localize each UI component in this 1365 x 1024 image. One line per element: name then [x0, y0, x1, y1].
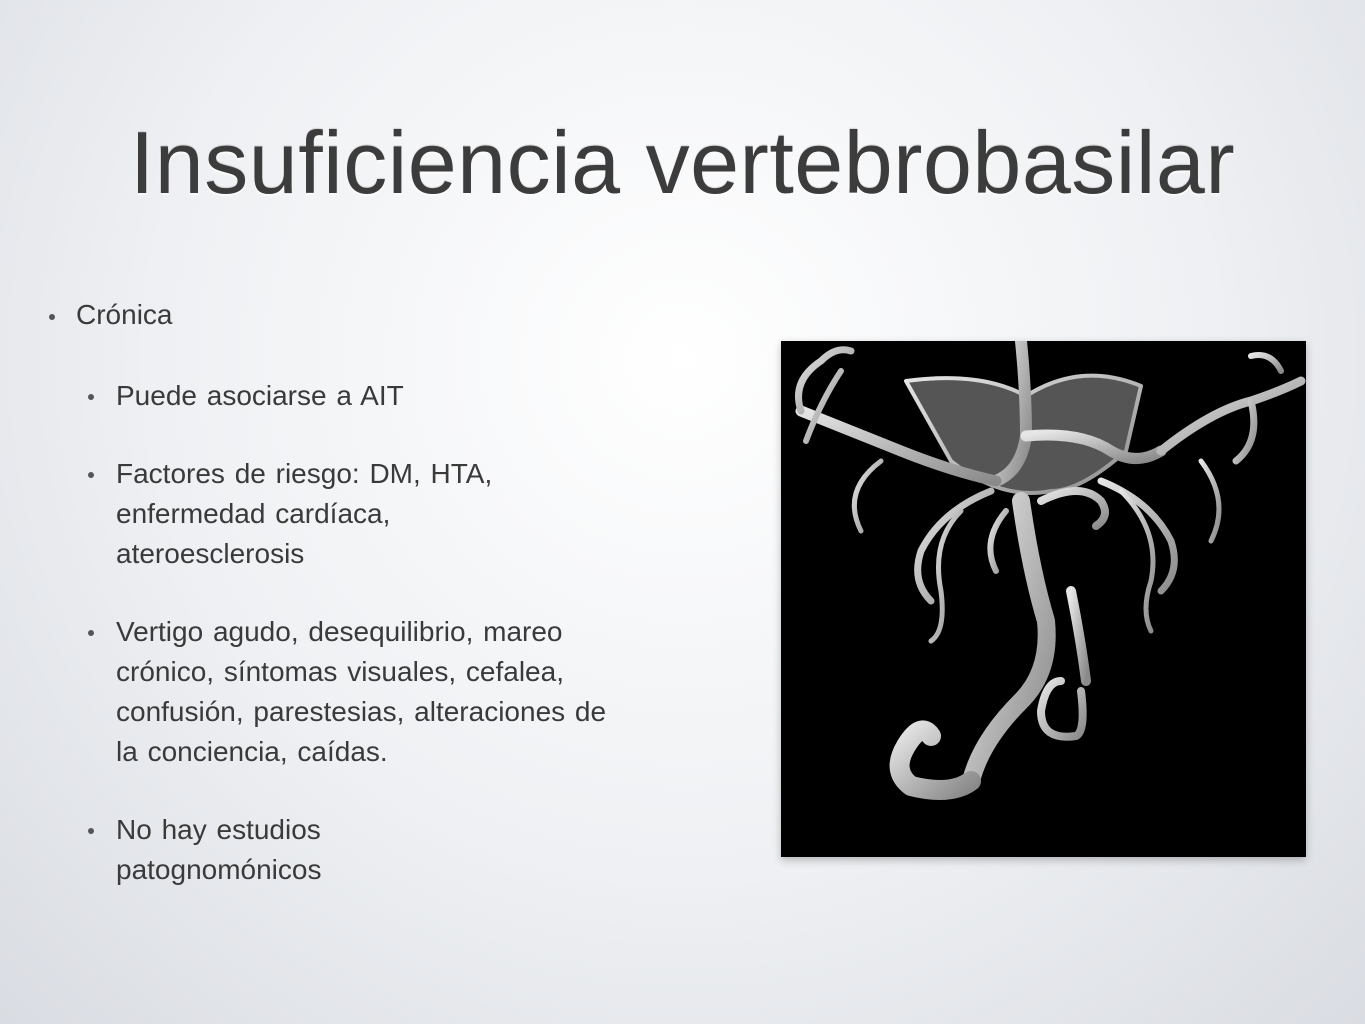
bullet-dot: [88, 394, 94, 400]
bullet-dot: [88, 472, 94, 478]
bullet-list: [44, 298, 664, 928]
bullet-sub-2: [44, 454, 586, 574]
bullet-dot: [88, 828, 94, 834]
bullet-sub-1: [44, 376, 664, 416]
bullet-sub-3: [44, 612, 626, 772]
bullet-main: [44, 298, 664, 332]
vessel-render-icon: [781, 341, 1306, 857]
bullet-sub-4: [44, 810, 446, 890]
bullet-sub-text: Puede asociarse a AIT: [116, 380, 404, 411]
slide-title: Insuficiencia vertebrobasilar: [129, 113, 1236, 212]
bullet-sub-text: No hay estudios patognomónicos: [116, 814, 322, 885]
bullet-dot: [88, 630, 94, 636]
bullet-sub-text: Vertigo agudo, desequilibrio, mareo crónico, síntomas visuales, cefalea, confusión, parestesias, alteraciones de la conciencia, caídas.: [116, 616, 607, 767]
bullet-dot: [49, 314, 55, 320]
bullet-main-text: Crónica: [76, 299, 173, 330]
bullet-sub-text: Factores de riesgo: DM, HTA, enfermedad cardíaca, ateroesclerosis: [116, 458, 493, 569]
angiography-image: [781, 341, 1306, 857]
